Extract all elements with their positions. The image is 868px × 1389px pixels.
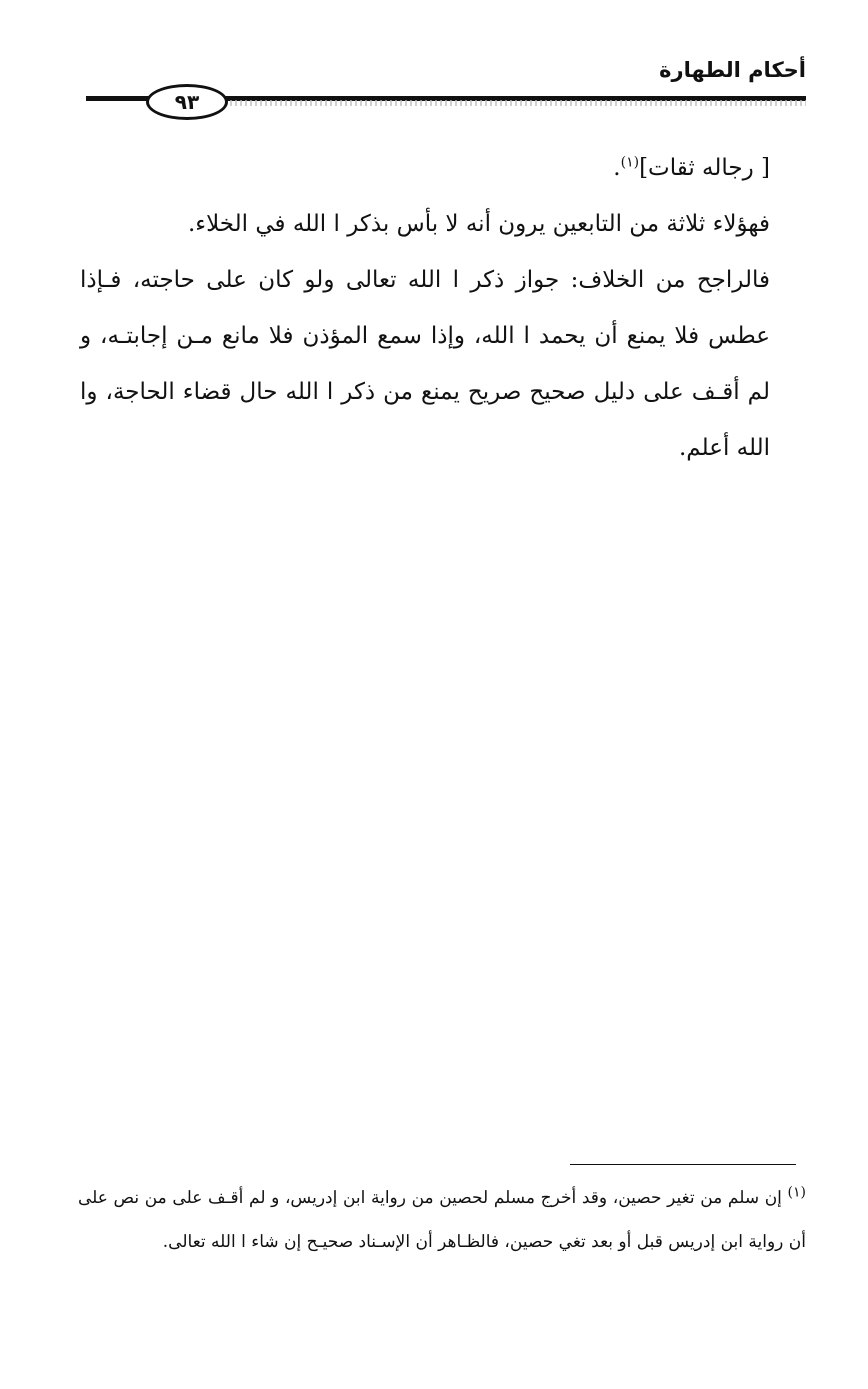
footnote-reference: (١)	[620, 154, 640, 171]
paragraph-1-end: .	[613, 155, 621, 181]
footnote-separator	[570, 1164, 796, 1165]
footnote	[78, 1176, 806, 1264]
paragraph-3: فالراجح من الخلاف: جواز ذكر ا الله تعالى ولو كان على حاجته، فـإذا عطس فلا يمنع أن يحمد ا الله، وإذا سمع المؤذن فلا مانع مـن إجابتـه، و لم أقـف على دليل صحيح صريح يمنع من ذكر ا الله حال قضاء الحاجة، وا الله أعلم.	[80, 267, 770, 461]
paragraph-1	[80, 140, 806, 196]
footnote-marker: (١)	[787, 1184, 806, 1201]
body-text	[80, 140, 806, 476]
paragraph-2: فهؤلاء ثلاثة من التابعين يرون أنه لا بأس بذكر ا الله في الخلاء.	[187, 211, 770, 237]
running-title: أحكام الطهارة	[659, 58, 806, 82]
header-rule-texture	[230, 100, 806, 106]
page-number: ٩٣	[146, 84, 228, 120]
rijal-statement: [ رجاله ثقات]	[639, 155, 770, 181]
footnote-text: إن سلم من تغير حصين، وقد أخرج مسلم لحصين من رواية ابن إدريس، و لم أقـف على من نص على أن رواية ابن إدريس قبل أو بعد تغي حصين، فالظـاهر أن الإسـناد صحيـح إن شاء ا الله تعالى.	[78, 1188, 806, 1252]
